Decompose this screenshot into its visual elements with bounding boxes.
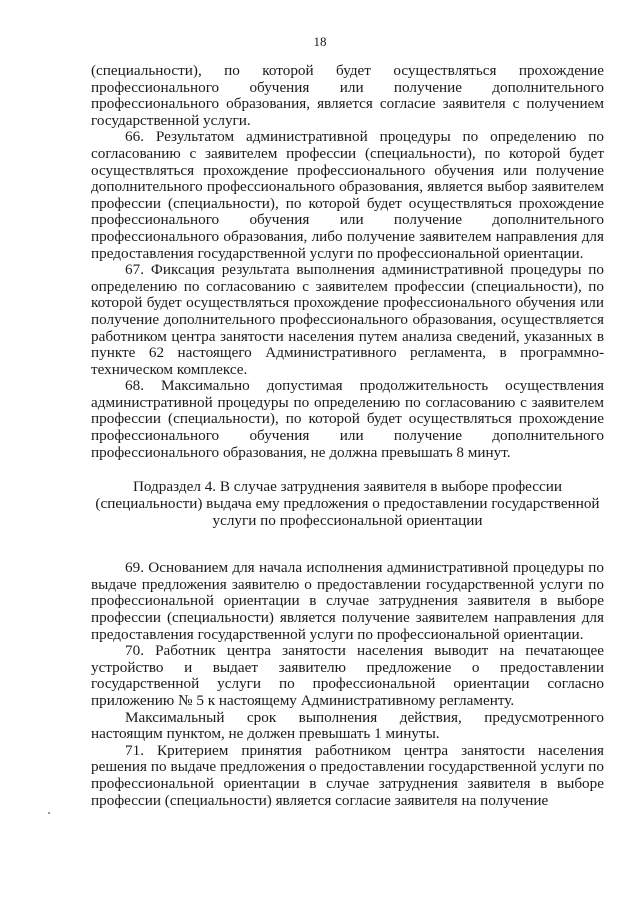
paragraph-continuation: (специальности), по которой будет осуществляться прохождение профессионального обучения или получение дополнительного профессионального образования, является согласие заявителя с получением государственной услуги. [91,62,604,129]
page-number: 18 [313,34,327,49]
subsection-heading [91,478,604,529]
subsection-heading-line: услуги по профессиональной ориентации [212,512,483,530]
paragraph-69: 69. Основанием для начала исполнения административной процедуры по выдаче предложения заявителю о предоставлении государственной услуги по профессиональной ориентации в случае затруднения заявителя в выборе профессии (специальности) является получение заявителем направления для предоставления государственной услуги по профессиональной ориентации. [91,559,604,643]
document-body [91,63,604,809]
subsection-heading-line: Подраздел 4. В случае затруднения заявителя в выборе профессии [132,478,563,496]
subsection-heading-line: (специальности) выдача ему предложения о предоставлении государственной [95,495,600,513]
paragraph-66: 66. Результатом административной процедуры по определению по согласованию с заявителем профессии (специальности), по которой будет осуществляться прохождение профессионального обучения или получение дополнительного профессионального образования, является выбор заявителем профессии (специальности), по которой будет осуществляться прохождение профессионального обучения или получение дополнительного профессионального образования, либо получение заявителем направления для предоставления государственной услуги по профессиональной ориентации. [91,128,604,262]
scan-speck [48,812,50,814]
paragraph-67: 67. Фиксация результата выполнения административной процедуры по определению по согласованию с заявителем профессии (специальности), по которой будет осуществляться прохождение профессионального обучения или получение дополнительного профессионального образования, осуществляется работником центра занятости населения путем анализа сведений, указанных в пункте 62 настоящего Административного регламента, в программно-техническом комплексе. [91,261,604,378]
paragraph-68: 68. Максимально допустимая продолжительность осуществления административной процедуры по определению по согласованию с заявителем профессии (специальности), по которой будет осуществляться прохождение профессионального обучения или получение дополнительного профессионального образования, не должна превышать 8 минут. [91,377,604,461]
paragraph-70: 70. Работник центра занятости населения выводит на печатающее устройство и выдает заявителю предложение о предоставлении государственной услуги по профессиональной ориентации согласно приложению № 5 к настоящему Административному регламенту. [91,642,604,709]
paragraph-71: 71. Критерием принятия работником центра занятости населения решения по выдаче предложения о предоставлении государственной услуги по профессиональной ориентации в случае затруднения заявителя в выборе профессии (специальности) является согласие заявителя на получение [91,741,604,809]
paragraph-70-max-time: Максимальный срок выполнения действия, предусмотренного настоящим пунктом, не должен превышать 1 минуты. [91,708,604,743]
